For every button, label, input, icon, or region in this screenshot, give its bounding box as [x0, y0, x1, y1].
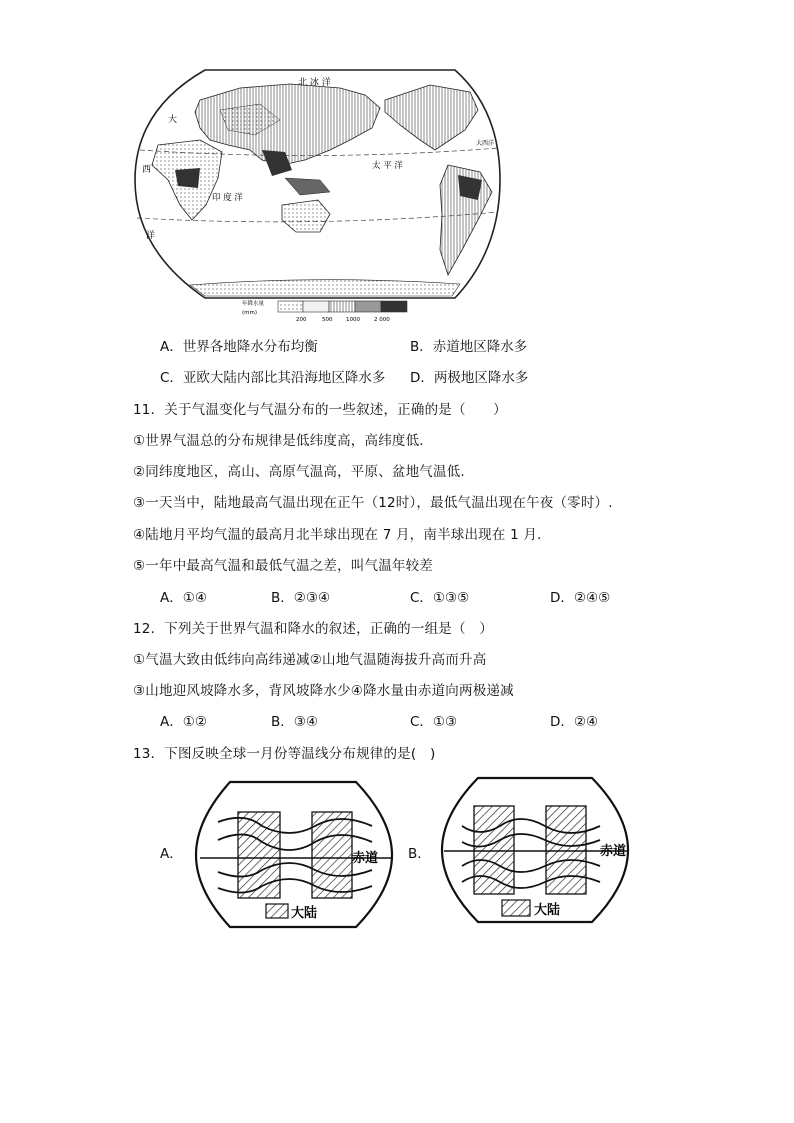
- q11-statement-5: ⑤一年中最高气温和最低气温之差，叫气温年较差: [133, 558, 434, 574]
- map-label-atlantic-east: 大西洋: [476, 140, 495, 147]
- equator-label-a: 赤道: [352, 851, 379, 866]
- legend-tick-2000: 2 000: [374, 317, 390, 323]
- legend-title: 年降水量: [242, 301, 265, 307]
- q10-option-b[interactable]: B．赤道地区降水多: [410, 339, 528, 355]
- legend-unit: (mm): [242, 310, 258, 316]
- q11-option-a[interactable]: A．①④: [160, 590, 207, 606]
- q11-option-c[interactable]: C．①③⑤: [410, 590, 470, 606]
- q12-option-d[interactable]: D．②④: [550, 714, 599, 730]
- q13-option-b-label[interactable]: B．: [408, 846, 431, 862]
- continent-left-a: [238, 812, 280, 898]
- q12-stem: 12．下列关于世界气温和降水的叙述，正确的一组是（ ）: [133, 621, 494, 637]
- q11-stem: 11．关于气温变化与气温分布的一些叙述，正确的是（ ）: [133, 402, 507, 418]
- q11-statement-4: ④陆地月平均气温的最高月北半球出现在 7 月，南半球出现在 1 月.: [133, 527, 542, 543]
- diagram-b: [442, 778, 628, 922]
- legend-swatch-2: [303, 301, 329, 312]
- q11-statement-3: ③一天当中，陆地最高气温出现在正午（12时），最低气温出现在午夜（零时）.: [133, 495, 613, 511]
- map-label-arctic-ocean: 北 冰 洋: [298, 78, 331, 88]
- q10-option-d[interactable]: D．两极地区降水多: [410, 370, 529, 386]
- map-label-atlantic-1: 大: [168, 115, 178, 125]
- legend-tick-1000: 1000: [346, 317, 360, 323]
- world-precipitation-map: [135, 70, 500, 298]
- map-legend: [242, 299, 407, 323]
- map-label-atlantic-2: 西: [142, 165, 152, 175]
- legend-continent-a: 大陆: [291, 906, 318, 921]
- q11-statement-2: ②同纬度地区，高山、高原气温高，平原、盆地气温低.: [133, 464, 465, 480]
- map-label-indian-ocean: 印 度 洋: [212, 193, 243, 203]
- legend-swatch-5: [381, 301, 407, 312]
- legend-continent-b: 大陆: [534, 903, 561, 918]
- equator-label-b: 赤道: [600, 844, 627, 859]
- legend-tick-200: 200: [296, 317, 307, 323]
- legend-swatch-3: [329, 301, 355, 312]
- q11-option-d[interactable]: D．②④⑤: [550, 590, 611, 606]
- q10-option-c[interactable]: C．亚欧大陆内部比其沿海地区降水多: [160, 370, 386, 386]
- q12-statement-1: ①气温大致由低纬向高纬递减②山地气温随海拔升高而升高: [133, 652, 487, 668]
- map-label-atlantic-3: 洋: [146, 231, 156, 241]
- q12-option-a[interactable]: A．①②: [160, 714, 207, 730]
- q12-statement-2: ③山地迎风坡降水多，背风坡降水少④降水量由赤道向两极递减: [133, 683, 514, 699]
- q12-option-c[interactable]: C．①③: [410, 714, 458, 730]
- continent-left-b: [474, 806, 514, 894]
- q11-statement-1: ①世界气温总的分布规律是低纬度高，高纬度低.: [133, 433, 424, 449]
- continent-right-b: [546, 806, 586, 894]
- q10-option-a[interactable]: A．世界各地降水分布均衡: [160, 339, 318, 355]
- q13-stem: 13．下图反映全球一月份等温线分布规律的是( ): [133, 746, 436, 762]
- q12-option-b[interactable]: B．③④: [271, 714, 318, 730]
- map-label-pacific-ocean: 太 平 洋: [372, 161, 403, 171]
- diagram-a: [196, 782, 392, 927]
- legend-swatch-1: [278, 301, 303, 312]
- q11-option-b[interactable]: B．②③④: [271, 590, 331, 606]
- legend-tick-500: 500: [322, 317, 333, 323]
- legend-swatch-4: [355, 301, 381, 312]
- q13-option-a-label[interactable]: A．: [160, 846, 183, 862]
